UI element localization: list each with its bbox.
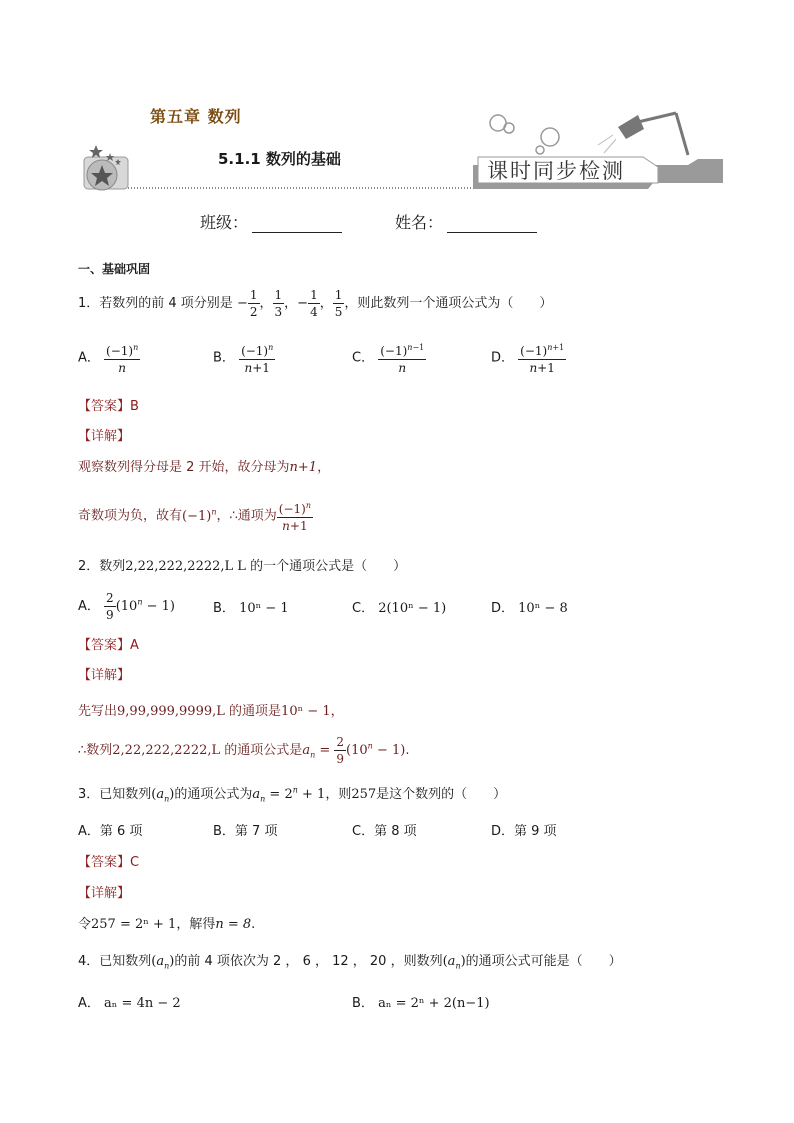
- q3-option-d[interactable]: D．第 9 项: [491, 824, 557, 839]
- q1-answer: 【答案】B: [78, 399, 139, 414]
- q2-explanation-2: ∴数列2,22,222,2222,L 的通项公式是$a_n$ = $\frac{2}{9}$ $(10^n - 1)$.: [78, 735, 410, 766]
- q3-option-a[interactable]: A．第 6 项: [78, 824, 143, 839]
- q2-stem: 2．数列2,22,222,2222,L L 的一个通项公式是（ ）: [78, 559, 407, 574]
- q2-option-a[interactable]: A． $\frac{2}{9}$ $(10^n - 1)$: [78, 591, 175, 622]
- q3-option-c[interactable]: C．第 8 项: [352, 824, 417, 839]
- q1-option-d[interactable]: D． $\frac{(-1)^{n+1}}{n+1}$: [491, 340, 566, 376]
- q1-option-b[interactable]: B． $\frac{(-1)^n}{n+1}$: [213, 340, 275, 376]
- q2-explanation-1: 先写出9,99,999,9999,L 的通项是10ⁿ − 1，: [78, 704, 344, 719]
- q1-detail-label: 【详解】: [78, 429, 131, 444]
- brand-title: 课时同步检测: [487, 159, 625, 183]
- q3-answer: 【答案】C: [78, 855, 140, 870]
- q3-detail-label: 【详解】: [78, 886, 131, 901]
- chapter-title: 第五章 数列: [150, 107, 242, 126]
- q1-explanation-2: 奇数项为负，故有$(-1)^n$，∴通项为 $\frac{(-1)^n}{n+1}$: [78, 498, 313, 534]
- star-badge-icon: [84, 145, 128, 190]
- q3-explanation: 令257 = 2ⁿ + 1，解得n = 8.: [78, 917, 256, 932]
- class-field: [200, 210, 342, 233]
- name-field: [395, 210, 537, 233]
- q3-stem: 3．已知数列$(a_n)$的通项公式为$a_n = 2^n + 1$，则257是这个数列的（ ）: [78, 785, 507, 804]
- q4-stem: 4．已知数列$(a_n)$的前 4 项依次为 2 ， 6 ， 12 ， 20 ，则数列$(a_n)$的通项公式可能是（ ）: [78, 954, 622, 971]
- q2-detail-label: 【详解】: [78, 668, 131, 683]
- q1-stem: 1．若数列的前 4 项分别是 − $\frac{1}{2}$ ， $\frac{1}{3}$ ，− $\frac{1}{4}$ ， $\frac{1}{5}$ ，则此数列一个通项公式为（ ）: [78, 288, 553, 319]
- q4-option-a[interactable]: A． aₙ = 4n − 2: [78, 996, 181, 1011]
- name-label: 姓名：: [395, 213, 444, 232]
- section-heading: 一、基础巩固: [78, 262, 151, 276]
- q1-option-c[interactable]: C． $\frac{(-1)^{n-1}}{n}$: [352, 340, 426, 376]
- q2-option-b[interactable]: B． 10ⁿ − 1: [213, 601, 289, 616]
- q2-option-c[interactable]: C． 2(10ⁿ − 1): [352, 601, 447, 616]
- desk-lamp-icon: [598, 113, 688, 155]
- class-label: 班级：: [200, 213, 249, 232]
- name-blank[interactable]: [447, 214, 537, 233]
- q2-answer: 【答案】A: [78, 638, 139, 653]
- q1-option-a[interactable]: A． $\frac{(-1)^n}{n}$: [78, 340, 140, 376]
- q2-option-d[interactable]: D． 10ⁿ − 8: [491, 601, 568, 616]
- q3-option-b[interactable]: B．第 7 项: [213, 824, 278, 839]
- q1-explanation-1: 观察数列得分母是 2 开始，故分母为n+1，: [78, 460, 331, 475]
- class-blank[interactable]: [252, 214, 342, 233]
- section-title: 5.1.1 数列的基础: [218, 150, 341, 168]
- q4-option-b[interactable]: B． aₙ = 2ⁿ + 2(n−1): [352, 996, 490, 1011]
